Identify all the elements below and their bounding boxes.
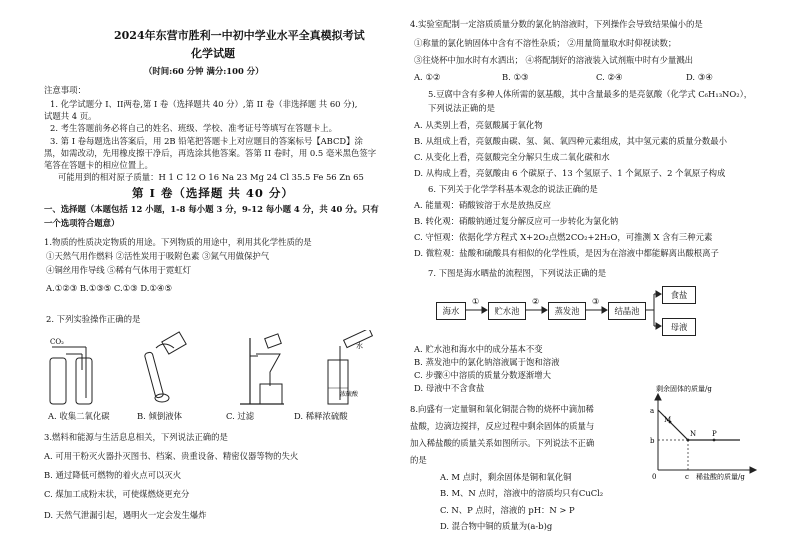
graph-x-label: 稀盐酸的质量/g: [696, 473, 745, 481]
q8-option-a: A. M 点时，剩余固体是铜和氧化铜: [440, 472, 572, 482]
q7-stem: 7. 下图是海水晒盐的流程图，下列说法正确的是: [428, 268, 607, 278]
q5-option-d: D. 从构成上看，亮氨酸由 6 个碳原子、13 个氢原子、1 个氮原子、2 个氧原子构成: [414, 168, 726, 178]
q7-flow-arrows: [410, 280, 710, 340]
q8-option-c: C. N、P 点时，溶液的 pH：N > P: [440, 505, 575, 515]
gas-bottle-icon: [50, 338, 92, 404]
step-number: ①: [472, 297, 480, 306]
step-number: ③: [592, 297, 600, 306]
q3-option-d: D. 天然气泄漏引起，遇明火一定会发生爆炸: [44, 510, 207, 520]
q1-items: ④铜丝用作导线 ⑤稀有气体用于霓虹灯: [46, 265, 192, 275]
q8-stem: 8.向盛有一定量铜和氧化铜混合物的烧杯中滴加稀: [410, 404, 594, 414]
water-label: 水: [356, 342, 363, 350]
note-line: 1. 化学试题分 I、II两卷,第 I 卷（选择题共 40 分）,第 II 卷（非选择题 共 60 分),: [50, 99, 358, 109]
point-n: N: [690, 430, 697, 438]
exam-title: 2024年东营市胜利一中初中学业水平全真模拟考试: [114, 29, 365, 42]
q5-stem: 下列说法正确的是: [428, 103, 495, 113]
axis-origin: 0: [652, 473, 657, 481]
q6-option-a: A. 能量观：硝酸铵溶于水是放热反应: [414, 200, 551, 210]
q4-items: ③往烧杯中加水时有水洒出； ④将配制好的溶液装入试剂瓶中时有少量溅出: [414, 55, 694, 65]
instruction-line: 一、选择题（本题包括 12 小题，1-8 每小题 3 分，9-12 每小题 4 分，共 40 分。只有: [44, 204, 379, 214]
co2-label: CO₂: [50, 338, 64, 346]
q7-option-c: C. 步骤④中溶质的质量分数逐渐增大: [414, 370, 552, 380]
q4-option-c: C. ②④: [596, 72, 623, 82]
q3-option-c: C. 煤加工成粉末状，可使煤燃烧更充分: [44, 489, 190, 499]
flow-box-crystallization: 结晶池: [608, 302, 646, 320]
q8-stem: 加入稀盐酸的质量关系如图所示。下列说法不正确: [410, 438, 595, 448]
q8-option-b: B. M、N 点时，溶液中的溶质均只有CuCl₂: [440, 488, 604, 498]
note-line: 2. 考生答题前务必将自己的姓名、班级、学校、准考证号等填写在答题卡上。: [50, 123, 338, 133]
q1-items: ①天然气用作燃料 ②活性炭用于吸附色素 ③氮气用做保护气: [46, 251, 270, 261]
q8-option-d: D. 混合物中铜的质量为(a-b)g: [440, 521, 553, 531]
instruction-line: 一个选项符合题意）: [44, 218, 120, 228]
q2-option-a: A. 收集二氧化碳: [48, 411, 110, 421]
q6-option-d: D. 微粒观：盐酸和硫酸具有相似的化学性质，是因为在溶液中都能解离出酸根离子: [414, 248, 719, 258]
q4-option-d: D. ③④: [686, 72, 713, 82]
q1-options: A.①②③ B.①③⑤ C.①③ D.①④⑤: [46, 283, 172, 293]
axis-a: a: [650, 407, 655, 415]
flow-box-storage: 贮水池: [488, 302, 526, 320]
q6-option-c: C. 守恒观：依据化学方程式 X+2O₂点燃2CO₂+2H₂O，可推测 X 含有三种元素: [414, 232, 713, 242]
time-score: （时间:60 分钟 满分:100 分）: [144, 66, 264, 76]
step-number: ②: [532, 297, 540, 306]
q3-option-b: B. 通过降低可燃物的着火点可以灭火: [44, 470, 182, 480]
q4-items: ①称量的氯化钠固体中含有不溶性杂质； ②用量筒量取水时仰视读数；: [414, 38, 677, 48]
q7-option-b: B. 蒸发池中的氯化钠溶液属于饱和溶液: [414, 357, 560, 367]
flow-box-evaporation: 蒸发池: [548, 302, 586, 320]
q8-stem: 的是: [410, 455, 427, 465]
flow-box-salt: 食盐: [662, 286, 696, 304]
flow-box-seawater: 海水: [436, 302, 466, 320]
q3-option-a: A. 可用干粉灭火器扑灭图书、档案、贵重设备、精密仪器等物的失火: [44, 451, 299, 461]
q6-option-b: B. 转化观：硝酸钠通过复分解反应可一步转化为氯化钠: [414, 216, 619, 226]
acid-label: 浓硫酸: [340, 391, 359, 398]
notes-title: 注意事项：: [44, 85, 86, 95]
q5-option-b: B. 从组成上看，亮氨酸由碳、氢、氮、氧四种元素组成，其中氢元素的质量分数最小: [414, 136, 727, 146]
flow-box-mother-liquor: 母液: [662, 318, 696, 336]
graph-curve: [658, 410, 740, 440]
q4-option-a: A. ①②: [414, 72, 441, 82]
q8-stem: 盐酸，边滴边搅拌，反应过程中剩余固体的质量与: [410, 421, 595, 431]
axis-b: b: [650, 437, 655, 445]
q1-stem: 1.物质的性质决定物质的用途。下列物质的用途中，利用其化学性质的是: [44, 237, 312, 247]
pouring-liquid-icon: [144, 332, 186, 402]
q2-option-d: D. 稀释浓硫酸: [294, 411, 348, 421]
q5-option-a: A. 从类别上看，亮氨酸属于氧化物: [414, 120, 543, 130]
q6-stem: 6. 下列关于化学学科基本观念的说法正确的是: [428, 184, 598, 194]
note-line: 3. 第 I 卷每题选出答案后，用 2B 铅笔把答题卡上对应题目的答案标号【ABCD】涂: [50, 136, 363, 146]
q4-option-b: B. ①③: [502, 72, 529, 82]
point-p: P: [712, 430, 717, 438]
point-m: M: [664, 416, 672, 424]
q5-stem: 5.豆腐中含有多种人体所需的氨基酸，其中含量最多的是亮氨酸（化学式 C₆H₁₃NO₂），: [428, 89, 753, 99]
q2-option-c: C. 过滤: [226, 411, 255, 421]
q3-stem: 3.燃料和能源与生活息息相关，下列说法正确的是: [44, 432, 228, 442]
dilution-icon: [328, 330, 372, 404]
note-line: 笔答在答题卡的相应位置上。: [44, 160, 153, 170]
atomic-masses: 可能用到的相对原子质量：H 1 C 12 O 16 Na 23 Mg 24 Cl 35.5 Fe 56 Zn 65: [58, 172, 364, 182]
q5-option-c: C. 从变化上看，亮氨酸完全分解只生成二氧化碳和水: [414, 152, 610, 162]
q8-graph: [642, 380, 762, 482]
filtration-icon: [240, 334, 284, 404]
graph-y-label: 剩余固体的质量/g: [656, 385, 712, 393]
q7-option-a: A. 贮水池和海水中的成分基本不变: [414, 344, 543, 354]
q2-stem: 2. 下列实验操作正确的是: [46, 314, 141, 324]
exam-subtitle: 化学试题: [191, 47, 235, 60]
section-title: 第 I 卷（选择题 共 40 分）: [132, 186, 294, 200]
q2-option-b: B. 倾倒液体: [137, 411, 182, 421]
axis-c: c: [685, 473, 689, 481]
note-line: 试题共 4 页。: [44, 111, 97, 121]
note-line: 黑，如需改动，先用橡皮擦干净后，再选涂其他答案。答第 II 卷时，用 0.5 毫米黑色签字: [44, 148, 377, 158]
q7-option-d: D. 母液中不含食盐: [414, 383, 485, 393]
q2-apparatus-figure: [44, 330, 384, 408]
q4-stem: 4.实验室配制一定溶质质量分数的氯化钠溶液时，下列操作会导致结果偏小的是: [410, 19, 703, 29]
